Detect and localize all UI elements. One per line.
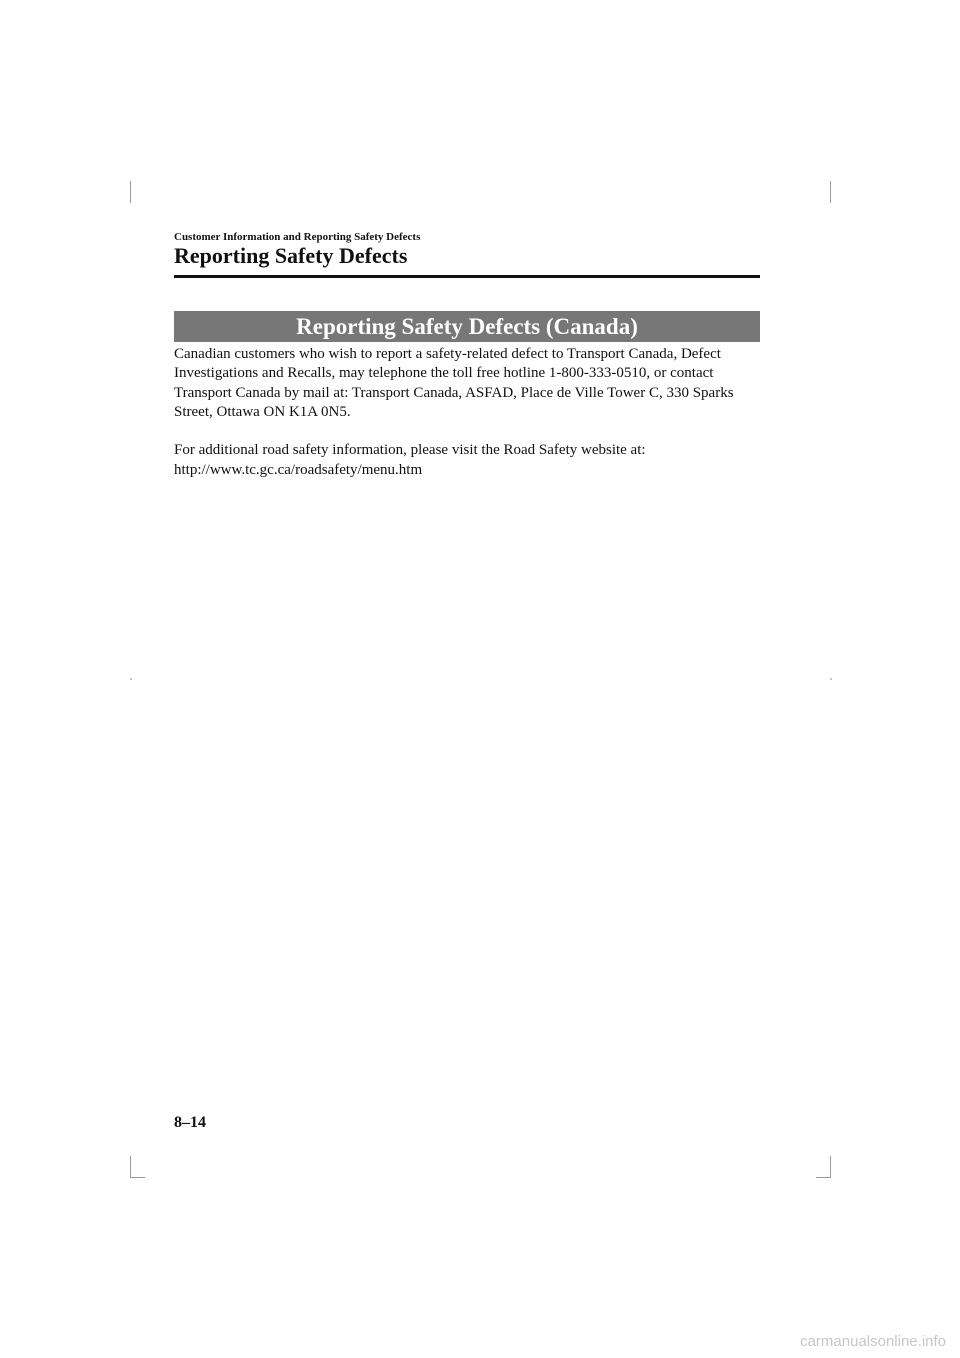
body-text [174, 345, 764, 480]
paragraph-report-defect: Canadian customers who wish to report a safety-related defect to Transport Canada, Defect Investigations and Recalls, may telephone the toll free hotline 1-800-333-0510, or contact Transport Canada by mail at: Transport Canada, ASFAD, Place de Ville Tower C, 330 Sparks Street, Ottawa ON K1A 0N5. [174, 346, 734, 420]
page-number: 8–14 [174, 1114, 206, 1131]
registration-dot-right [830, 678, 832, 680]
section-label: Customer Information and Reporting Safety Defects [174, 231, 421, 243]
crop-mark-top-left [130, 181, 131, 203]
registration-dot-left [130, 678, 132, 680]
crop-mark-bottom-right-h [816, 1177, 831, 1178]
crop-mark-bottom-left-h [130, 1177, 145, 1178]
paragraph-road-safety: For additional road safety information, please visit the Road Safety website at: http://www.tc.gc.ca/roadsafety/menu.htm [174, 442, 646, 478]
crop-mark-bottom-right [830, 1156, 831, 1178]
watermark: carmanualsonline.info [800, 1333, 946, 1350]
title-rule [174, 275, 760, 278]
crop-mark-bottom-left [130, 1156, 131, 1178]
crop-mark-top-right [830, 181, 831, 203]
section-heading: Reporting Safety Defects (Canada) [174, 311, 760, 342]
page-title: Reporting Safety Defects [174, 243, 408, 268]
